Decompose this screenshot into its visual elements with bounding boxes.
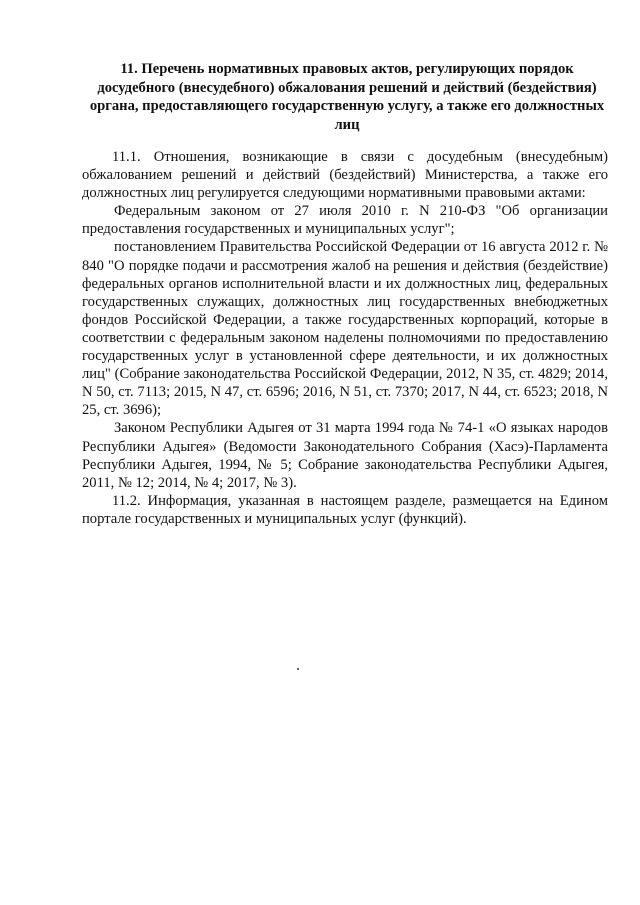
paragraph-11-1: 11.1. Отношения, возникающие в связи с досудебным (внесудебным) обжалованием решений и действий (бездействий) Министерства, а также его должностных лиц регулируется следующими нормативными правовыми актами: [82,149,608,202]
scan-speck [297,668,299,670]
paragraph-federal-law-210: Федеральным законом от 27 июля 2010 г. N 210-ФЗ "Об организации предоставления государственных и муниципальных услуг"; [82,203,608,238]
section-body [82,148,608,528]
paragraph-government-decree-840: постановлением Правительства Российской Федерации от 16 августа 2012 г. № 840 "О порядке подачи и рассмотрения жалоб на решения и действия (бездействие) федеральных органов исполнительной власти и их должностных лиц, федеральных государственных служащих, должностных лиц государственных внебюджетных фондов Российской Федерации, а также государственных корпораций, которые в соответствии с федеральным законом наделены полномочиями по предоставлению государственных услуг в установленной сфере деятельности, и их должностных лиц" (Собрание законодательства Российской Федерации, 2012, N 35, ст. 4829; 2014, N 50, ст. 7113; 2015, N 47, ст. 6596; 2016, N 51, ст. 7370; 2017, N 44, ст. 6523; 2018, N 25, ст. 3696); [82,239,608,419]
section-heading: 11. Перечень нормативных правовых актов, регулирующих порядок досудебного (внесудебного) обжалования решений и действий (бездействия) органа, предоставляющего государственную услугу, а также его должностных лиц [89,61,605,133]
paragraph-11-2: 11.2. Информация, указанная в настоящем разделе, размещается на Едином портале государственных и муниципальных услуг (функций). [82,492,608,527]
paragraph-adygea-law-74-1: Законом Республики Адыгея от 31 марта 1994 года № 74-1 «О языках народов Республики Адыгея» (Ведомости Законодательного Собрания (Хасэ)-Парламента Республики Адыгея, 1994, № 5; Собрание законодательства Республики Адыгея, 2011, № 12; 2014, № 4; 2017, № 3). [82,420,608,491]
